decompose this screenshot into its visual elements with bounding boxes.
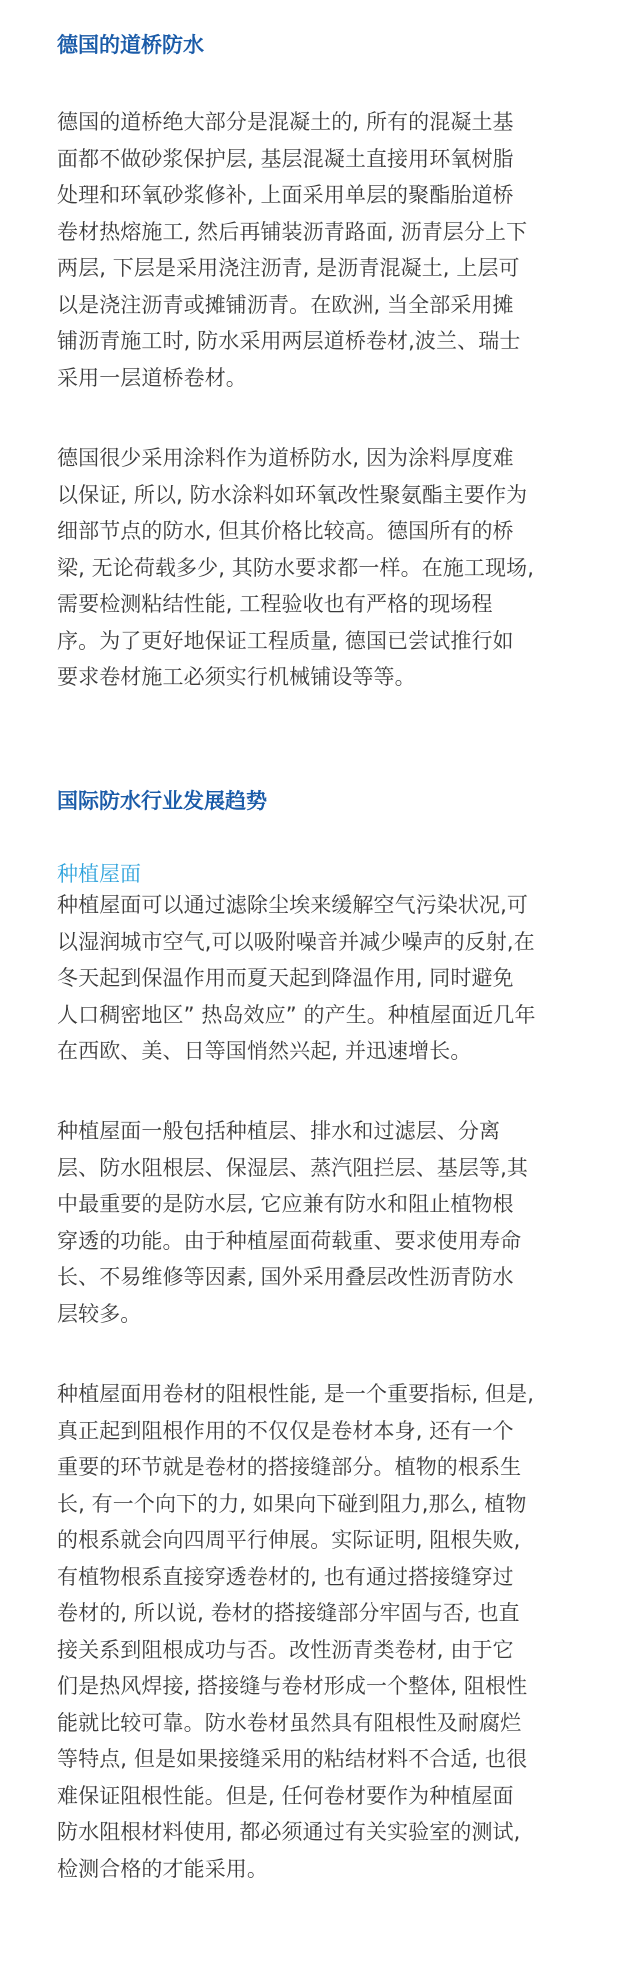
text-line: 穿透的功能。由于种植屋面荷载重、要求使用寿命 bbox=[57, 1228, 522, 1253]
paragraph bbox=[57, 1376, 597, 1887]
text-line: 检测合格的才能采用。 bbox=[57, 1856, 268, 1881]
text-line: 梁, 无论荷载多少, 其防水要求都一样。在施工现场, bbox=[57, 555, 534, 580]
paragraph bbox=[57, 1113, 597, 1332]
subheading-green-roof: 种植屋面 bbox=[57, 862, 141, 886]
paragraph bbox=[57, 887, 597, 1070]
section-heading-international-trends: 国际防水行业发展趋势 bbox=[57, 789, 267, 813]
text-line: 接关系到阻根成功与否。改性沥青类卷材, 由于它 bbox=[57, 1637, 514, 1662]
text-line: 人口稠密地区” 热岛效应” 的产生。种植屋面近几年 bbox=[57, 1002, 536, 1027]
text-line: 细部节点的防水, 但其价格比较高。德国所有的桥 bbox=[57, 519, 514, 543]
paragraph bbox=[57, 440, 597, 696]
text-line: 处理和环氧砂浆修补, 上面采用单层的聚酯胎道桥 bbox=[57, 183, 514, 207]
text-line: 等特点, 但是如果接缝采用的粘结材料不合适, 也很 bbox=[57, 1747, 528, 1771]
text-line: 以是浇注沥青或摊铺沥青。在欧洲, 当全部采用摊 bbox=[57, 292, 514, 317]
text-line: 种植屋面用卷材的阻根性能, 是一个重要指标, 但是, bbox=[57, 1382, 534, 1406]
text-line: 两层, 下层是采用浇注沥青, 是沥青混凝土, 上层可 bbox=[57, 256, 520, 280]
text-line: 中最重要的是防水层, 它应兼有防水和阻止植物根 bbox=[57, 1192, 514, 1216]
text-line: 层较多。 bbox=[57, 1301, 142, 1326]
text-line: 采用一层道桥卷材。 bbox=[57, 365, 247, 390]
text-line: 需要检测粘结性能, 工程验收也有严格的现场程 bbox=[57, 592, 493, 616]
text-line: 长、不易维修等因素, 国外采用叠层改性沥青防水 bbox=[57, 1265, 514, 1289]
text-line: 铺沥青施工时, 防水采用两层道桥卷材,波兰、瑞士 bbox=[57, 329, 521, 353]
text-line: 卷材热熔施工, 然后再铺装沥青路面, 沥青层分上下 bbox=[57, 219, 528, 244]
text-line: 们是热风焊接, 搭接缝与卷材形成一个整体, 阻根性 bbox=[57, 1674, 528, 1698]
text-line: 冬天起到保温作用而夏天起到降温作用, 同时避免 bbox=[57, 966, 514, 990]
text-line: 要求卷材施工必须实行机械铺设等等。 bbox=[57, 665, 416, 689]
text-line: 有植物根系直接穿透卷材的, 也有通过搭接缝穿过 bbox=[57, 1564, 514, 1589]
text-line: 真正起到阻根作用的不仅仅是卷材本身, 还有一个 bbox=[57, 1418, 514, 1443]
text-line: 种植屋面一般包括种植层、排水和过滤层、分离 bbox=[57, 1119, 501, 1143]
text-line: 以保证, 所以, 防水涂料如环氧改性聚氨酯主要作为 bbox=[57, 482, 528, 507]
text-line: 以湿润城市空气,可以吸附噪音并减少噪声的反射,在 bbox=[57, 929, 535, 954]
text-line: 的根系就会向四周平行伸展。实际证明, 阻根失败, bbox=[57, 1528, 521, 1552]
text-line: 防水阻根材料使用, 都必须通过有关实验室的测试, bbox=[57, 1820, 521, 1844]
text-line: 层、防水阻根层、保湿层、蒸汽阻拦层、基层等,其 bbox=[57, 1155, 528, 1180]
text-line: 德国的道桥绝大部分是混凝土的, 所有的混凝土基 bbox=[57, 110, 514, 134]
text-line: 德国很少采用涂料作为道桥防水, 因为涂料厚度难 bbox=[57, 446, 514, 470]
text-line: 序。为了更好地保证工程质量, 德国已尝试推行如 bbox=[57, 628, 514, 653]
text-line: 种植屋面可以通过滤除尘埃来缓解空气污染状况,可 bbox=[57, 893, 528, 917]
text-line: 能就比较可靠。防水卷材虽然具有阻根性及耐腐烂 bbox=[57, 1710, 522, 1735]
paragraph bbox=[57, 104, 597, 396]
text-line: 卷材的, 所以说, 卷材的搭接缝部分牢固与否, 也直 bbox=[57, 1601, 520, 1625]
text-line: 在西欧、美、日等国悄然兴起, 并迅速增长。 bbox=[57, 1039, 472, 1063]
text-line: 长, 有一个向下的力, 如果向下碰到阻力,那么, 植物 bbox=[57, 1491, 527, 1516]
section-heading-germany-bridge-waterproofing: 德国的道桥防水 bbox=[57, 33, 204, 57]
text-line: 面都不做砂浆保护层, 基层混凝土直接用环氧树脂 bbox=[57, 146, 514, 171]
text-line: 重要的环节就是卷材的搭接缝部分。植物的根系生 bbox=[57, 1455, 522, 1479]
text-line: 难保证阻根性能。但是, 任何卷材要作为种植屋面 bbox=[57, 1783, 514, 1808]
